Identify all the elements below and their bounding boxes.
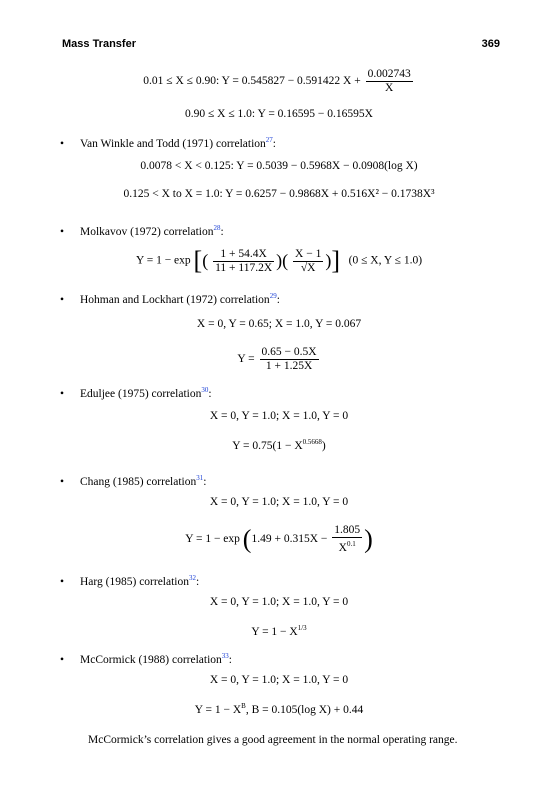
numerator: 0.65 − 0.5X	[261, 346, 317, 358]
equation	[0, 68, 558, 95]
paren: (	[242, 524, 252, 554]
equation-text: , B = 0.105(log X) + 0.44	[245, 703, 364, 716]
numerator: 1.805	[334, 524, 361, 536]
bullet-item: • Chang (1985) correlation$^{31}$:	[60, 474, 207, 488]
bullet-item: • Harg (1985) correlation$^{32}$:	[60, 574, 200, 588]
fraction	[213, 248, 274, 275]
exponent: B	[241, 702, 246, 710]
bracket: ]	[331, 246, 340, 275]
equation	[0, 438, 558, 452]
bullet-tail: :	[196, 575, 200, 588]
citation-ref[interactable]: 27	[265, 136, 273, 144]
page-number: 369	[481, 38, 500, 50]
equation	[0, 346, 558, 373]
citation-ref[interactable]: 29	[269, 292, 277, 300]
equation	[0, 524, 558, 555]
equation: X = 0, Y = 1.0; X = 1.0, Y = 0	[209, 674, 349, 686]
equation-text: Y = 0.75(1 − X	[232, 439, 303, 452]
denominator	[332, 537, 362, 555]
equation-text: Y = 1 − X	[251, 625, 298, 638]
bullet-text: Molkavov (1972) correlation	[80, 225, 214, 238]
equation: 0.125 < X to X = 1.0: Y = 0.6257 − 0.9868X + 0.516X² − 0.1738X³	[123, 188, 435, 200]
paren: )	[276, 250, 283, 271]
bullet-tail: :	[272, 137, 276, 150]
equation: X = 0, Y = 1.0; X = 1.0, Y = 0	[209, 596, 349, 608]
paren: )	[364, 524, 373, 554]
equation-text: )	[321, 439, 326, 452]
paren: )	[325, 250, 332, 271]
denominator: X	[366, 81, 413, 95]
numerator: X − 1	[295, 247, 322, 260]
equation: 0.0078 < X < 0.125: Y = 0.5039 − 0.5968X − 0.0908(log X)	[140, 160, 418, 172]
equation	[0, 702, 558, 716]
paren: (	[202, 250, 209, 271]
bullet-tail: :	[228, 653, 232, 666]
equation-text: Y = 1 − exp	[185, 533, 240, 546]
equation-text: Y =	[237, 353, 255, 366]
equation: X = 0, Y = 1.0; X = 1.0, Y = 0	[209, 410, 349, 422]
bullet-tail: :	[220, 225, 224, 238]
citation-ref[interactable]: 30	[201, 386, 209, 394]
body-paragraph: McCormick’s correlation gives a good agreement in the normal operating range.	[88, 734, 458, 746]
paren: (	[282, 250, 289, 271]
bullet-item: • Van Winkle and Todd (1971) correlation$^{27}$:	[60, 136, 276, 150]
citation-ref[interactable]: 31	[196, 474, 204, 482]
equation: 0.90 ≤ X ≤ 1.0: Y = 0.16595 − 0.16595X	[185, 108, 373, 120]
bullet-tail: :	[276, 293, 280, 306]
condition: (0 ≤ X, Y ≤ 1.0)	[348, 254, 423, 267]
fraction	[260, 346, 319, 373]
denominator: √X	[293, 261, 323, 275]
running-header: Mass Transfer	[62, 38, 136, 50]
equation: X = 0, Y = 1.0; X = 1.0, Y = 0	[209, 496, 349, 508]
equation-text: Y = 1 − X	[194, 703, 242, 716]
bullet-text: Chang (1985) correlation	[80, 475, 197, 488]
equation-text: 0.01 ≤ X ≤ 0.90: Y = 0.545827 − 0.591422 X +	[143, 75, 361, 88]
denominator: 11 + 117.2X	[215, 261, 273, 274]
bullet-item: • McCormick (1988) correlation$^{33}$:	[60, 652, 232, 666]
equation: X = 0, Y = 0.65; X = 1.0, Y = 0.067	[196, 318, 362, 330]
exponent: 1/3	[297, 624, 307, 632]
bullet-tail: :	[208, 387, 212, 400]
citation-ref[interactable]: 33	[221, 652, 229, 660]
citation-ref[interactable]: 28	[213, 224, 221, 232]
citation-ref[interactable]: 32	[189, 574, 196, 582]
exponent: 0.1	[346, 540, 356, 548]
bullet-item: • Hohman and Lockhart (1972) correlation$^{29}$:	[60, 292, 280, 306]
equation	[0, 624, 558, 638]
bullet-text: Hohman and Lockhart (1972) correlation	[80, 293, 270, 306]
denominator-base: X	[338, 541, 347, 554]
equation-text: 1.49 + 0.315X −	[251, 533, 328, 546]
bullet-item: • Molkavov (1972) correlation$^{28}$:	[60, 224, 224, 238]
fraction	[332, 524, 362, 555]
numerator: 0.002743	[367, 68, 411, 80]
bullet-tail: :	[203, 475, 207, 488]
equation	[0, 246, 558, 276]
equation-text: Y = 1 − exp	[135, 254, 191, 267]
bullet-item: • Eduljee (1975) correlation$^{30}$:	[60, 386, 212, 400]
bullet-text: Eduljee (1975) correlation	[80, 387, 202, 400]
numerator: 1 + 54.4X	[220, 247, 267, 260]
denominator: 1 + 1.25X	[260, 359, 319, 373]
fraction	[293, 248, 323, 275]
bracket: [	[193, 246, 203, 275]
bullet-text: McCormick (1988) correlation	[80, 653, 222, 666]
fraction	[366, 68, 413, 95]
exponent: 0.5668	[302, 438, 322, 446]
bullet-text: Van Winkle and Todd (1971) correlation	[80, 137, 266, 150]
bullet-text: Harg (1985) correlation	[80, 575, 189, 588]
